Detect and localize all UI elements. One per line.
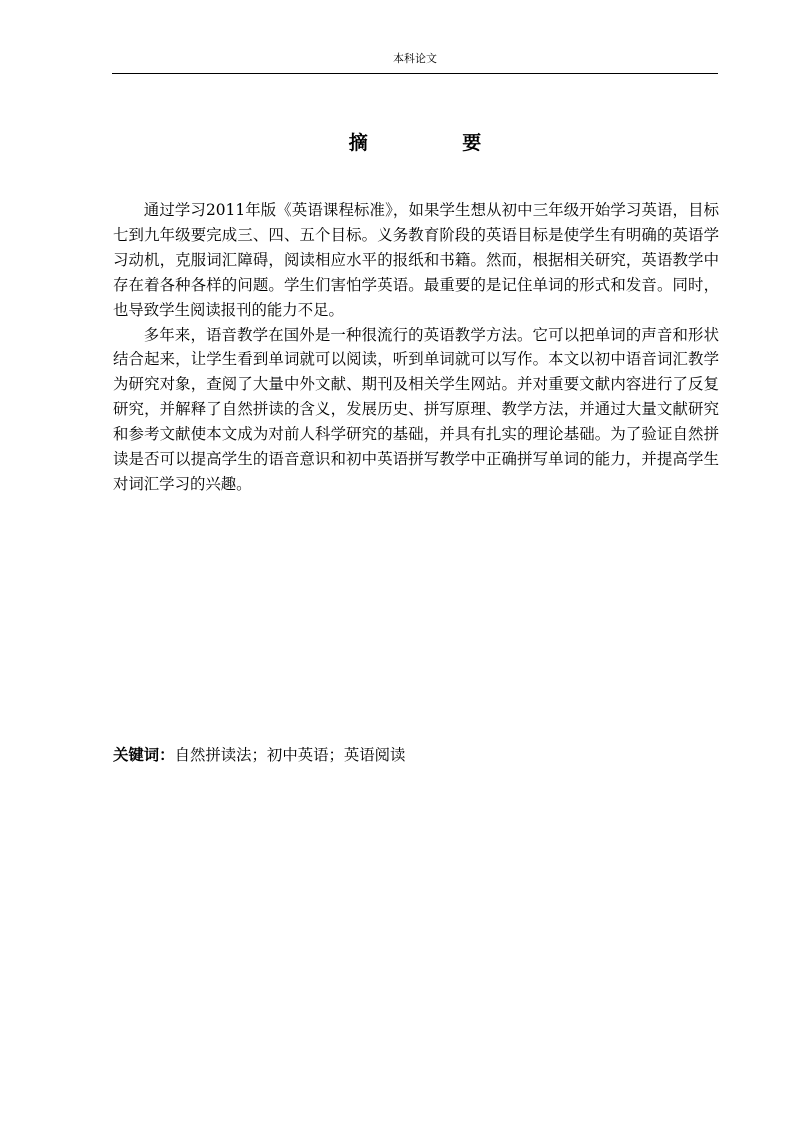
abstract-title: 摘 要 [348, 132, 526, 154]
abstract-paragraph-1: 通过学习2011年版《英语课程标准》，如果学生想从初中三年级开始学习英语，目标七到九年级要完成三、四、五个目标。义务教育阶段的英语目标是使学生有明确的英语学习动机，克服词汇障碍，阅读相应水平的报纸和书籍。然而，根据相关研究，英语教学中存在着各种各样的问题。学生们害怕学英语。最重要的是记住单词的形式和发音。同时，也导致学生阅读报刊的能力不足。 [113, 201, 719, 319]
keywords-label: 关键词： [113, 746, 175, 764]
abstract-body [113, 198, 719, 497]
keywords-line [113, 743, 719, 767]
header-rule [112, 73, 718, 74]
abstract-paragraph-2: 多年来，语音教学在国外是一种很流行的英语教学方法。它可以把单词的声音和形状结合起来，让学生看到单词就可以阅读，听到单词就可以写作。本文以初中语音词汇教学为研究对象，查阅了大量中外文献、期刊及相关学生网站。并对重要文献内容进行了反复研究，并解释了自然拼读的含义，发展历史、拼写原理、教学方法，并通过大量文献研究和参考文献使本文成为对前人科学研究的基础，并具有扎实的理论基础。为了验证自然拼读是否可以提高学生的语音意识和初中英语拼写教学中正确拼写单词的能力，并提高学生对词汇学习的兴趣。 [113, 325, 719, 493]
running-header: 本科论文 [393, 52, 437, 65]
keywords-value: 自然拼读法；初中英语；英语阅读 [174, 746, 406, 764]
